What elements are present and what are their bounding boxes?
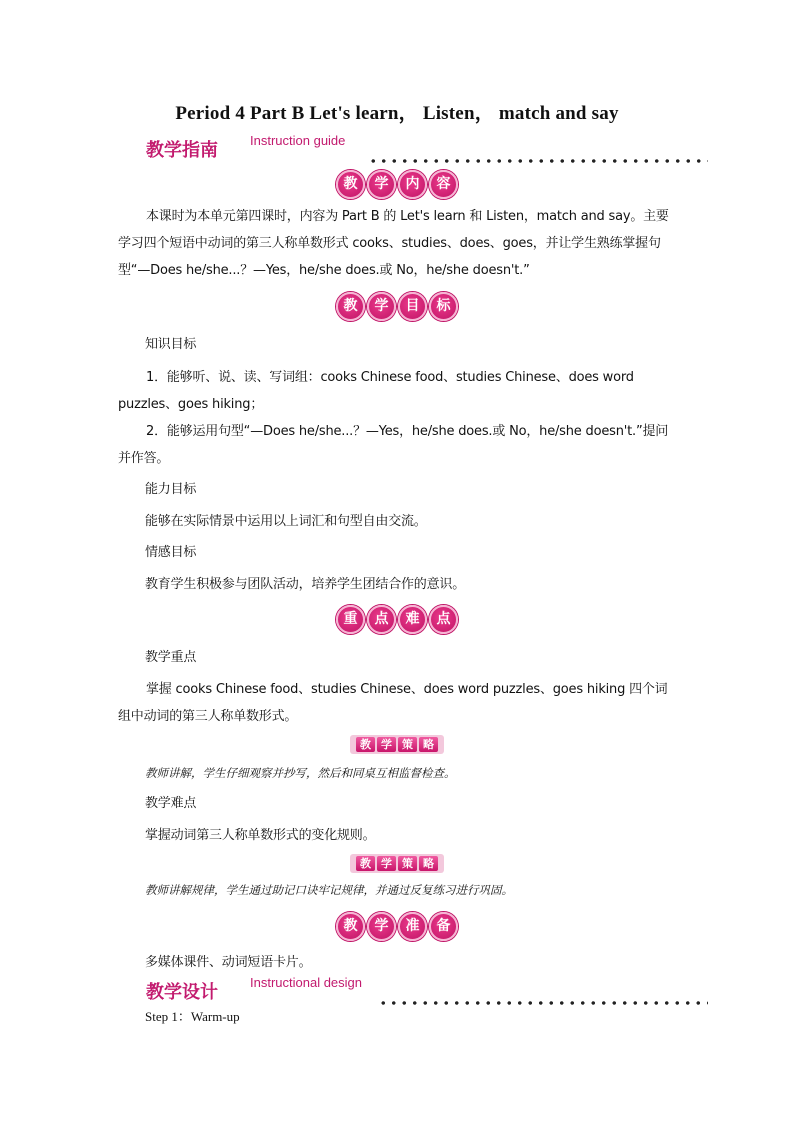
preparation-text: 多媒体课件、动词短语卡片。 xyxy=(145,955,312,970)
badge-char: 标 xyxy=(429,292,458,321)
badge-char: 内 xyxy=(398,170,427,199)
badge-char: 教 xyxy=(336,292,365,321)
heading-zh: 教学指南 xyxy=(146,140,218,161)
badge-char: 教 xyxy=(336,170,365,199)
knowledge-goal-label: 知识目标 xyxy=(145,337,197,352)
heading-en: Instruction guide xyxy=(250,133,346,148)
strategy-text-1: 教师讲解，学生仔细观察并抄写，然后和同桌互相监督检查。 xyxy=(145,766,456,780)
badge-char: 难 xyxy=(398,605,427,634)
instructional-design-heading xyxy=(146,975,708,1008)
badge-char: 点 xyxy=(367,605,396,634)
badge-char: 教 xyxy=(336,912,365,941)
key-points-badge xyxy=(0,605,794,634)
emotion-goal-text: 教育学生积极参与团队活动，培养学生团结合作的意识。 xyxy=(145,577,466,592)
strategy-badge-1 xyxy=(0,735,794,754)
strategy-char: 教 xyxy=(356,856,375,871)
strategy-char: 略 xyxy=(419,856,438,871)
heading-en: Instructional design xyxy=(250,975,363,990)
badge-char: 学 xyxy=(367,292,396,321)
dotted-rule xyxy=(378,1000,708,1006)
badge-char: 容 xyxy=(429,170,458,199)
strategy-badge-2 xyxy=(0,854,794,873)
paragraph-text: 本课时为本单元第四课时，内容为 Part B 的 Let's learn 和 Listen，match and say。主要学习四个短语中动词的第三人称单数形式 cooks、studies、does、goes，并让学生熟练掌握句型“—Does he/she...？—Yes，he/she does.或 No，he/she doesn't.” xyxy=(118,209,669,278)
teaching-goals-badge xyxy=(0,292,794,321)
strategy-char: 略 xyxy=(419,737,438,752)
heading-zh: 教学设计 xyxy=(146,982,218,1003)
ability-goal-label: 能力目标 xyxy=(145,482,197,497)
strategy-char: 策 xyxy=(398,856,417,871)
strategy-char: 教 xyxy=(356,737,375,752)
ability-goal-text: 能够在实际情景中运用以上词汇和句型自由交流。 xyxy=(145,514,427,529)
difficulty-label: 教学难点 xyxy=(145,796,197,811)
emotion-goal-label: 情感目标 xyxy=(145,545,197,560)
difficulty-text: 掌握动词第三人称单数形式的变化规则。 xyxy=(145,828,376,843)
dotted-rule xyxy=(368,158,708,164)
strategy-char: 学 xyxy=(377,737,396,752)
goal-text: 1．能够听、说、读、写词组：cooks Chinese food、studies Chinese、does word puzzles、goes hiking； xyxy=(118,370,634,412)
focus-label: 教学重点 xyxy=(145,650,197,665)
badge-char: 备 xyxy=(429,912,458,941)
badge-char: 点 xyxy=(429,605,458,634)
badge-char: 准 xyxy=(398,912,427,941)
badge-char: 目 xyxy=(398,292,427,321)
preparation-badge xyxy=(0,912,794,941)
goal-text: 2．能够运用句型“—Does he/she...？—Yes，he/she does.或 No，he/she doesn't.”提问并作答。 xyxy=(118,424,669,466)
badge-char: 学 xyxy=(367,170,396,199)
focus-text xyxy=(118,676,680,730)
page-title: Period 4 Part B Let's learn， Listen， match and say xyxy=(175,103,619,124)
knowledge-goal-2 xyxy=(118,418,680,472)
badge-char: 重 xyxy=(336,605,365,634)
strategy-char: 学 xyxy=(377,856,396,871)
step-1-heading: Step 1：Warm-up xyxy=(145,1009,240,1024)
strategy-char: 策 xyxy=(398,737,417,752)
badge-char: 学 xyxy=(367,912,396,941)
strategy-text-2: 教师讲解规律，学生通过助记口诀牢记规律，并通过反复练习进行巩固。 xyxy=(145,883,513,897)
instruction-guide-heading xyxy=(146,133,708,166)
focus-paragraph: 掌握 cooks Chinese food、studies Chinese、does word puzzles、goes hiking 四个词组中动词的第三人称单数形式。 xyxy=(118,682,668,724)
knowledge-goal-1 xyxy=(118,364,680,418)
teaching-content-paragraph xyxy=(118,203,680,284)
teaching-content-badge xyxy=(0,170,794,199)
